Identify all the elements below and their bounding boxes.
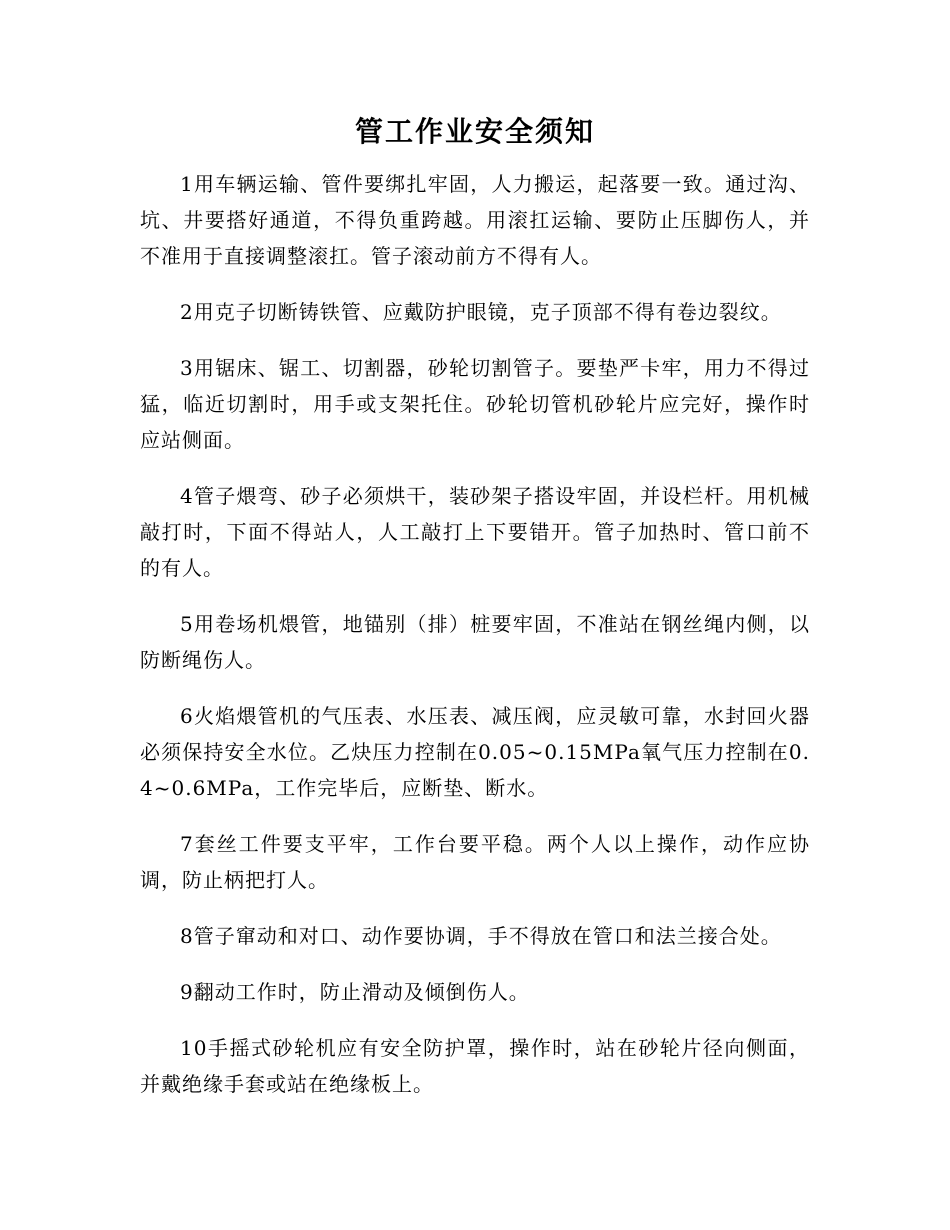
paragraph-1: 1用车辆运输、管件要绑扎牢固，人力搬运，起落要一致。通过沟、坑、井要搭好通道，不得负重跨越。用滚扛运输、要防止压脚伤人，并不准用于直接调整滚扛。管子滚动前方不得有人。 (140, 172, 810, 268)
document-title: 管工作业安全须知 (354, 115, 595, 148)
paragraph-6: 6火焰煨管机的气压表、水压表、减压阀，应灵敏可靠，水封回火器必须保持安全水位。乙炔压力控制在0.05~0.15MPa氧气压力控制在0.4~0.6MPa，工作完毕后，应断垫、断水。 (140, 704, 810, 800)
paragraph-3: 3用锯床、锯工、切割器，砂轮切割管子。要垫严卡牢，用力不得过猛，临近切割时，用手或支架托住。砂轮切管机砂轮片应完好，操作时应站侧面。 (140, 356, 810, 452)
paragraph-10: 10手摇式砂轮机应有安全防护罩，操作时，站在砂轮片径向侧面，并戴绝缘手套或站在绝缘板上。 (140, 1036, 810, 1096)
paragraph-4: 4管子煨弯、砂子必须烘干，装砂架子搭设牢固，并设栏杆。用机械敲打时，下面不得站人，人工敲打上下要错开。管子加热时、管口前不的有人。 (140, 484, 810, 580)
paragraph-8: 8管子窜动和对口、动作要协调，手不得放在管口和法兰接合处。 (180, 924, 782, 948)
document-body (140, 166, 810, 1122)
paragraph-7: 7套丝工件要支平牢，工作台要平稳。两个人以上操作，动作应协调，防止柄把打人。 (140, 832, 810, 892)
paragraph-2: 2用克子切断铸铁管、应戴防护眼镜，克子顶部不得有卷边裂纹。 (180, 300, 782, 324)
paragraph-5: 5用卷场机煨管，地锚别（排）桩要牢固，不准站在钢丝绳内侧，以防断绳伤人。 (140, 612, 810, 672)
paragraph-9: 9翻动工作时，防止滑动及倾倒伤人。 (180, 980, 530, 1004)
